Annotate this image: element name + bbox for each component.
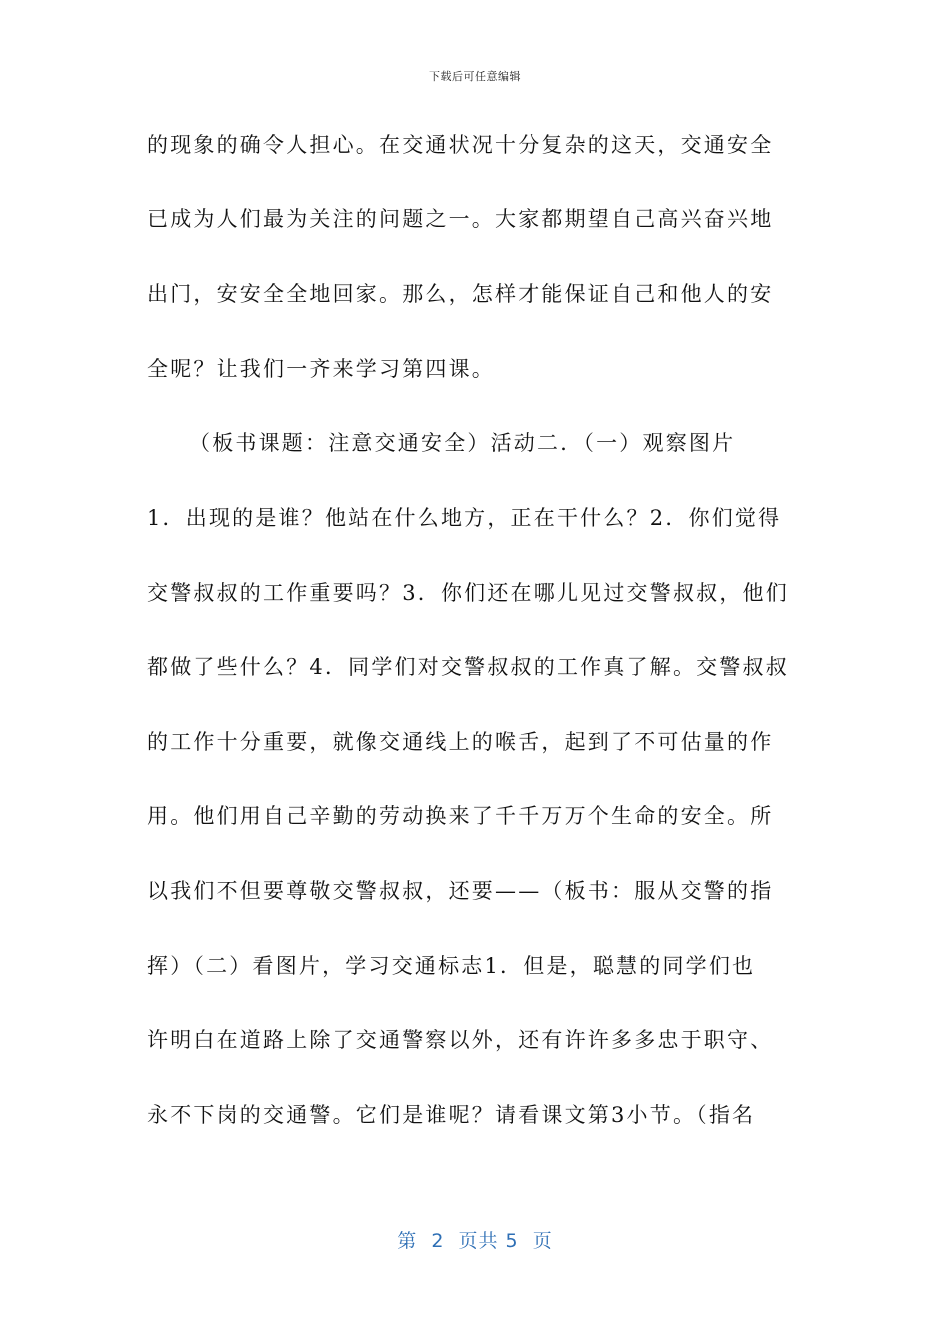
text-line-11: 以我们不但要尊敬交警叔叔，还要——（板书：服从交警的指 [147,879,774,903]
page-number-footer: 第 2 页共 5 页 [397,1230,553,1252]
page-header: 下载后可任意编辑 [429,70,521,83]
text-line-13: 许明白在道路上除了交通警察以外，还有许许多多忠于职守、 [147,1028,774,1052]
text-line-7: 交警叔叔的工作重要吗？3．你们还在哪儿见过交警叔叔，他们 [147,581,789,605]
text-line-6: 1．出现的是谁？他站在什么地方，正在干什么？2．你们觉得 [147,506,782,530]
text-line-4: 全呢？让我们一齐来学习第四课。 [147,357,495,381]
text-line-12: 挥）（二）看图片，学习交通标志1．但是，聪慧的同学们也 [147,954,756,978]
text-line-9: 的工作十分重要，就像交通线上的喉舌，起到了不可估量的作 [147,730,774,754]
text-line-5: （板书课题：注意交通安全）活动二．（一）观察图片 [189,431,736,455]
text-line-14: 永不下岗的交通警。它们是谁呢？请看课文第3小节。（指名 [147,1103,756,1127]
text-line-8: 都做了些什么？4．同学们对交警叔叔的工作真了解。交警叔叔 [147,655,789,679]
text-line-10: 用。他们用自己辛勤的劳动换来了千千万万个生命的安全。所 [147,804,774,828]
text-line-3: 出门，安安全全地回家。那么，怎样才能保证自己和他人的安 [147,282,774,306]
text-line-1: 的现象的确令人担心。在交通状况十分复杂的这天，交通安全 [147,133,774,157]
text-line-2: 已成为人们最为关注的问题之一。大家都期望自己高兴奋兴地 [147,207,774,231]
